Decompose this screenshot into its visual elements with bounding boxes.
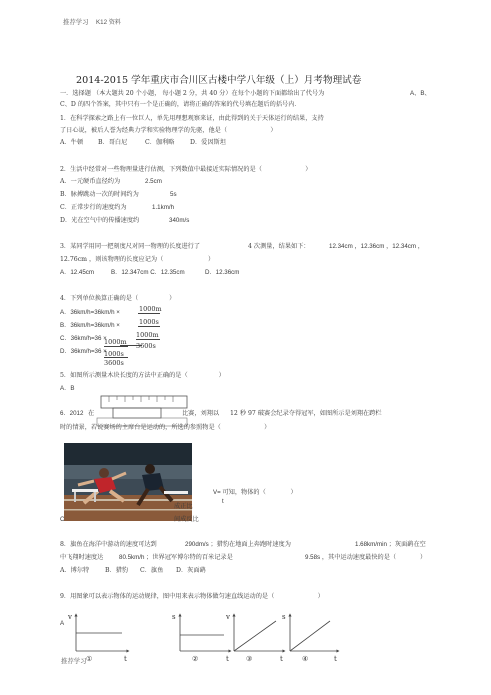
- graph-1-number: ①: [86, 655, 93, 663]
- graph-2-xlabel: t: [226, 655, 229, 663]
- graph-3-vt: [234, 615, 284, 651]
- motion-graphs: [62, 605, 442, 665]
- graph-4-number: ④: [302, 655, 309, 663]
- footer-left: 推荐学习: [61, 657, 87, 665]
- q5-stem: 5．如图所示测量木块长度的方法中正确的是（ ）: [60, 372, 225, 379]
- q9-stem: 9．用图象可以表示物体的运动规律，图中用来表示物体做匀速直线运动的是（ ）: [60, 593, 324, 600]
- q2-option-a: A．一元硬币直径约为: [60, 178, 121, 185]
- q2-option-d-value: 340m/s: [169, 217, 190, 224]
- q3-stem-a: 3．某同学用同一把刻度尺对同一物理的长度进行了: [60, 243, 201, 250]
- section-intro-line1-letters: A、B、: [410, 90, 431, 97]
- q1-option-d: D．爱因斯坦: [190, 139, 226, 146]
- q3-values: 12.34cm ，12.36cm ，12.34cm ，: [329, 243, 424, 250]
- q8-line1-a: 8．旗鱼在海洋中游动的速度可达到: [60, 541, 157, 548]
- q3-option-d: D．12.36cm: [205, 269, 240, 276]
- q4-fraction-d-den: 1000s: [104, 350, 124, 358]
- fraction-bar: [138, 326, 160, 327]
- ruler-figure: [95, 392, 195, 428]
- q8-line2-d: ）: [420, 554, 427, 561]
- q4-fraction-numerator-2: 1000m: [136, 331, 159, 339]
- q1-line1: 1．在科学探索之路上有一位巨人，单先用理想观察来证，由此得到的关于天体运行的结果，支持: [60, 115, 324, 122]
- q4-fraction-denominator: 1000s: [139, 318, 159, 326]
- graph-4-st: [290, 615, 338, 651]
- q2-option-b: B．脉搏跳动一次的时间约为: [60, 191, 139, 198]
- q1-option-b: B．哥白尼: [98, 139, 128, 146]
- q4-fraction-d-num: 1000m: [104, 338, 127, 346]
- graph-3-ylabel: v: [226, 613, 230, 621]
- q2-option-d: D．光在空气中的传播速度约: [60, 217, 140, 224]
- q7-formula: V= 可知，物体的（ ）: [213, 489, 297, 496]
- q2-stem: 2．生活中经常对一些物理量进行估测，下列数值中最接近实际情况的是（ ）: [60, 166, 312, 173]
- q8-option-c: C．旗鱼: [140, 567, 164, 574]
- graph-3-xlabel: t: [280, 655, 283, 663]
- q6-line1-b: 在: [88, 410, 95, 417]
- page-title: 2014-2015 学年重庆市合川区古楼中学八年级（上）月考物理试卷: [76, 75, 362, 86]
- q2-option-a-value: 2.5cm: [145, 178, 162, 185]
- q7-option-c: C: [60, 516, 65, 523]
- fraction-bar: [136, 339, 160, 340]
- q1-option-c: C．伽利略: [145, 139, 175, 146]
- q4-option-d: D．36km/h=36 ×: [60, 348, 107, 355]
- q7-time-note: 间成反比: [174, 516, 199, 523]
- section-intro-line1: 一．选择题 （本大题共 20 个小题， 每小题 2 分，共 40 分）在每个小题的下面都给出了代号为: [60, 90, 325, 97]
- q1-line2: 了日心说，被后人誉为经典力学和实验物理学的先驱，他是（ ）: [60, 127, 277, 134]
- q7-formula-t: t: [222, 498, 224, 505]
- q8-option-a: A．博尔特: [60, 567, 90, 574]
- q4-option-c: C．36km/h=36 ×: [60, 335, 107, 342]
- q6-line2: 时的情景，若说赛场的主席台是运动的，所选的参照物是（ ）: [60, 424, 271, 431]
- q4-fraction-denominator-2: 3600s: [136, 342, 156, 350]
- q1-option-a: A．牛顿: [60, 139, 84, 146]
- q4-stem: 4．下列单位换算正确的是（ ）: [60, 295, 176, 302]
- fraction-bar: [104, 346, 128, 347]
- q9-option-a: A: [60, 620, 65, 627]
- q8-line1-b: 290dm/s ；猎豹在地面上奔跑时速度为: [185, 541, 291, 548]
- graph-4-xlabel: t: [334, 655, 337, 663]
- q6-line1-a: 6．2012: [60, 410, 84, 417]
- header-right: K12 资料: [96, 19, 122, 26]
- q4-fraction-numerator: 1000m: [139, 305, 162, 313]
- graph-3-number: ③: [246, 655, 253, 663]
- graph-2-number: ②: [192, 655, 199, 663]
- graph-1-ylabel: v: [68, 613, 72, 621]
- graph-2-st: [180, 615, 230, 651]
- fraction-bar: [138, 313, 160, 314]
- q4-option-a: A．36km/h=36km/h ×: [60, 309, 120, 316]
- q8-line2-c: 9.58s ，其中运动速度最快的是（: [305, 554, 397, 561]
- q8-line2-b: 80.5km/h ；世界冠军博尔特的百米记录是: [119, 554, 233, 561]
- q8-option-b: B．猎豹: [105, 567, 129, 574]
- hurdle-race-photo: [64, 443, 192, 521]
- q3-option-bc: B．12.347cm C．12.35cm: [111, 269, 185, 276]
- q3-line2: 12.76cm ，则该物理的长度应记为（: [60, 256, 164, 263]
- header-left: 推荐学习: [63, 18, 89, 26]
- q8-option-d: D．灰面鹞: [176, 567, 206, 574]
- q3-option-a: A．12.45cm: [60, 269, 95, 276]
- q5-options: A．B: [60, 385, 75, 392]
- q4-option-b: B．36km/h=36km/h ×: [60, 322, 120, 329]
- graph-1-vt: [76, 615, 128, 651]
- graph-2-ylabel: s: [172, 613, 176, 621]
- q4-fraction-d-den2: 3600s: [104, 359, 124, 367]
- q2-option-b-value: 5s: [170, 191, 177, 198]
- q7-option-d-note: 成正比: [174, 503, 193, 510]
- fraction-bar: [104, 357, 128, 358]
- q3-stem-b: 4 次测量，结果如下：: [248, 243, 310, 250]
- q6-line1-c: 比赛，刘翔以: [182, 410, 220, 417]
- graph-1-xlabel: t: [124, 655, 127, 663]
- q2-option-c-value: 1.1km/h: [152, 204, 175, 211]
- q8-line2-a: 中飞翔时速度达: [60, 554, 104, 561]
- section-intro-line2: C、D 的四个答案，其中只有一个是正确的，请将正确的答案的代号填在题后的括号内．: [60, 101, 301, 108]
- q2-option-c: C．正常步行的速度约为: [60, 204, 127, 211]
- q6-line1-d: 12 秒 97 破赛会纪录夺得冠军，如图所示是刘翔在跨栏: [230, 410, 382, 417]
- graph-4-ylabel: s: [282, 613, 286, 621]
- q3-line2-paren: ）: [208, 256, 215, 263]
- q8-line1-c: 1.68km/min ；灰面鹞在空: [355, 541, 426, 548]
